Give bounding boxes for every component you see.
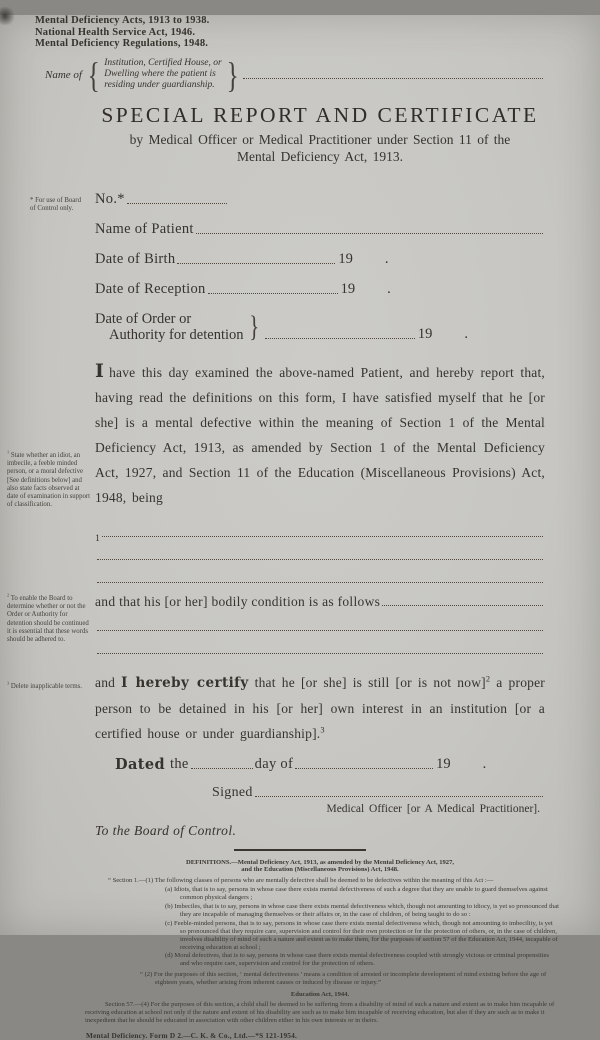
section-divider: [234, 849, 366, 851]
reception-date-row: [95, 281, 545, 298]
item-label: (c): [165, 919, 173, 927]
item-text: Feeble-minded persons, that is to say, persons in whose case there exists mental defectiveness which, though not amounting to imbecility, is yet so pronounced that they require care, supervision and control for their own protection or for the protection of others, or, in the case of children, involves disability of mind of such a nature and extent as to make them, for the purposes of section 57 of the Education Act, 1944, incapable of receiving education at school ;: [173, 919, 558, 951]
institution-name-field-line[interactable]: [243, 76, 543, 79]
report-paragraph-text: have this day examined the above-named Patient, and hereby report that, having read the definitions on this form, I have satisfied myself that he [or she] is a mental defective within the meaning of Section 1 of the Mental Deficiency Act, 1913, as amended by Section 1 of the Mental Deficiency Act, 1927, and Section 11 of the Education (Miscellaneous Provisions) Act, 1948, being: [95, 364, 545, 505]
footnote-marker-1: 1: [7, 449, 10, 455]
order-date-field-line[interactable]: [265, 336, 415, 339]
margin-note-2: [7, 592, 91, 644]
patient-fields: [95, 191, 545, 343]
institution-name-row: [45, 54, 545, 95]
definitions-heading-line-1: DEFINITIONS.—Mental Deficiency Act, 1913, as amended by the Mental Deficiency Act, 1927,: [185, 858, 455, 866]
dated-row: [115, 756, 545, 773]
order-date-label: [95, 311, 244, 343]
definition-item-b: [165, 903, 560, 919]
bodily-condition-line-row: [95, 633, 545, 656]
bodily-condition-field-line[interactable]: [382, 603, 543, 606]
certify-paragraph: [95, 670, 545, 746]
reception-year-prefix: 19: [340, 280, 356, 297]
day-of-label: day of: [254, 755, 294, 772]
page-subtitle: [95, 131, 545, 165]
brace-open: {: [87, 54, 100, 95]
signature-field-line[interactable]: [255, 794, 543, 797]
certify-text-2: a proper person to be detained in his [or her] own interest in an institution [or a certified house or under guardianship].: [95, 674, 545, 741]
brace-close: }: [226, 54, 239, 95]
margin-note-2-text: To enable the Board to determine whether or not the Order or Authority for detention should be continued it is essential that these words should be adhered to.: [7, 595, 89, 644]
institution-desc-line: residing under guardianship.: [104, 80, 215, 90]
period: .: [482, 755, 487, 772]
period: .: [387, 280, 391, 297]
dated-year-prefix: 19: [436, 755, 451, 772]
report-paragraph: [95, 359, 545, 510]
item-label: (d): [165, 952, 173, 960]
institution-desc-line: Dwelling where the patient is: [104, 69, 216, 79]
patient-name-row: [95, 221, 545, 238]
act-line: Mental Deficiency Regulations, 1948.: [35, 38, 209, 49]
margin-note-3-text: Delete inapplicable terms.: [10, 683, 82, 690]
footnote-ref-3: 3: [320, 725, 325, 734]
institution-desc-line: Institution, Certified House, or: [104, 58, 222, 68]
certify-emphasis: I hereby certify: [121, 674, 249, 691]
form-page: [0, 15, 600, 1040]
subtitle-line-1: by Medical Officer or Medical Practitioner under Section 11 of the: [129, 131, 511, 147]
section57-paragraph: Section 57.—(4) For the purposes of this section, a child shall be deemed to be suffering from a disability of mind of such a nature and extent as to make him incapable of receiving education at school not only if the nature and extent of his disability are such as to make him incapable of receiving education, but also if they are such as to make it inexpedient that he should be educated in association with other children either in his own interests or in theirs.: [85, 1001, 555, 1024]
birth-year-prefix: 19: [338, 250, 353, 267]
classification-line-row: [95, 539, 545, 562]
definitions-heading-line-2: and the Education (Miscellaneous Provisions) Act, 1948.: [241, 866, 399, 874]
item-text: Imbeciles, that is to say, persons in whose case there exists mental defectiveness which, though not amounting to idiocy, is yet so pronounced that they are incapable of managing themselves or their affairs or, in the case of children, of being taught to do so :: [174, 903, 559, 918]
bodily-condition-line-row: [95, 610, 545, 633]
number-row: [95, 191, 545, 208]
order-label-line-2: Authority for detention: [109, 326, 244, 343]
period: .: [384, 250, 389, 267]
dated-day-field-line[interactable]: [191, 766, 253, 769]
drop-cap-i: I: [95, 359, 105, 382]
brace-close: }: [248, 309, 259, 343]
certify-prefix: and: [95, 674, 122, 690]
classification-field-line-2[interactable]: [97, 557, 543, 560]
definition-item-d: [165, 952, 560, 968]
bodily-condition-field-line-2[interactable]: [97, 628, 543, 631]
section1-intro: “ Section 1.—(1) The following classes of persons who are mentally defective shall be deemed to be defectives within the meaning of this Act :—: [108, 877, 494, 885]
definition-item-c: [165, 920, 560, 952]
number-field-line[interactable]: [127, 201, 227, 204]
margin-note-1: [7, 449, 91, 509]
order-label-line-1: Date of Order or: [95, 310, 192, 327]
order-year-prefix: 19: [417, 325, 433, 342]
definitions-heading: [80, 859, 560, 875]
birth-date-label: Date of Birth: [95, 250, 176, 267]
footnote-marker-2: 2: [7, 592, 10, 598]
classification-field-line-1[interactable]: [102, 534, 543, 537]
dated-the: the: [170, 755, 189, 772]
footnote-ref-2: 2: [485, 674, 491, 683]
institution-name-description: [104, 58, 221, 91]
bodily-condition-row: [95, 585, 545, 610]
education-act-heading: Education Act, 1944.: [290, 991, 350, 999]
number-label: No.*: [95, 190, 125, 207]
subtitle-line-2: Mental Deficiency Act, 1913.: [236, 148, 404, 164]
bodily-condition-label: and that his [or her] bodily condition is as follows: [95, 593, 381, 609]
classification-line-row: 1: [95, 516, 545, 539]
classification-field-line-3[interactable]: [97, 580, 543, 583]
dated-month-field-line[interactable]: [295, 766, 433, 769]
margin-note-1-text: State whether an idiot, an imbecile, a feeble minded person, or a moral defective [See definitions below] and also state facts observed at date of examination in support of classification.: [7, 452, 91, 509]
act-line: Mental Deficiency Acts, 1913 to 1938.: [35, 15, 210, 26]
form-imprint: Mental Deficiency. Form D 2.—C. K. & Co., Ltd.—*S 121-1954.: [86, 1030, 298, 1040]
reception-date-field-line[interactable]: [208, 291, 338, 294]
item-label: (a): [165, 886, 173, 894]
page-title: SPECIAL REPORT AND CERTIFICATE: [101, 102, 539, 127]
act-line: National Health Service Act, 1946.: [35, 26, 196, 38]
item-text: Moral defectives, that is to say, persons in whose case there exists mental defectiveness coupled with strongly vicious or criminal propensities and who require care, supervision and control for the protection of others.: [174, 952, 549, 968]
dated-label: Dated: [115, 755, 166, 773]
addressee: To the Board of Control.: [95, 822, 237, 838]
order-date-row: [95, 311, 545, 343]
certify-text-1: that he [or she] is still [or is not now]: [248, 674, 486, 690]
patient-name-label: Name of Patient: [95, 220, 194, 237]
signed-label: Signed: [212, 784, 253, 800]
item-text: Idiots, that is to say, persons in whose case there exists mental defectiveness of such a degree that they are unable to guard themselves against common physical dangers ;: [173, 886, 548, 902]
signed-row: [212, 785, 545, 801]
scan-smudge: [0, 7, 16, 25]
reception-date-label: Date of Reception: [95, 280, 206, 297]
institution-name-label: Name of: [45, 68, 82, 81]
patient-name-field-line[interactable]: [196, 231, 543, 234]
footnote-marker-3: 3: [7, 680, 10, 686]
definition-item-a: [165, 886, 560, 902]
definitions-section: [80, 859, 560, 1025]
birth-date-row: [95, 251, 545, 268]
item-label: (b): [165, 903, 173, 911]
bodily-condition-field-line-3[interactable]: [97, 651, 543, 654]
margin-note-3: [7, 680, 91, 691]
acts-list: [35, 15, 600, 50]
margin-note-board-of-control: * For use of Board of Control only.: [30, 197, 81, 213]
classification-line-row: [95, 562, 545, 585]
birth-date-field-line[interactable]: [177, 261, 335, 264]
period: .: [464, 325, 469, 342]
signature-caption: Medical Officer [or A Medical Practitioner].: [326, 802, 540, 815]
section1-subsection-2: “ (2) For the purposes of this section, ‘ mental defectiveness ’ means a condition of arrested or incomplete development of mind existing before the age of eighteen years, whether arising from inherent causes or induced by disease or injury.”: [140, 971, 547, 987]
